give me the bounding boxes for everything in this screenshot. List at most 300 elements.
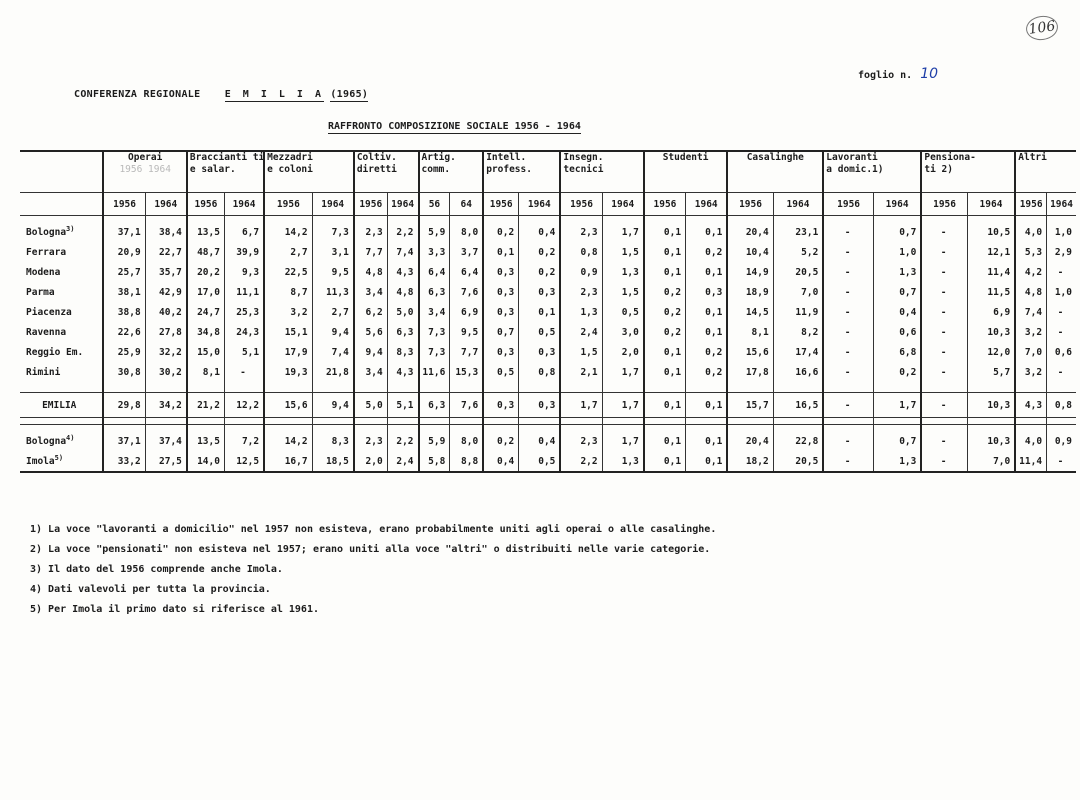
table-cell: - [823, 342, 873, 362]
table-row [20, 282, 1076, 302]
table-cell: 0,1 [644, 222, 686, 242]
faded-years-label: 1956 1964 [119, 164, 171, 175]
row-name: Piacenza [26, 306, 72, 318]
table-cell: 11,5 [967, 282, 1015, 302]
column-group-label [727, 151, 823, 193]
table-row [20, 342, 1076, 362]
table-cell: 30,2 [145, 362, 187, 382]
table-cell: 1,3 [602, 451, 644, 472]
spacer-cell [187, 418, 225, 425]
table-cell: 2,7 [312, 302, 354, 322]
spacer-cell [20, 382, 103, 393]
spacer-cell [1047, 418, 1076, 425]
table-cell: - [823, 282, 873, 302]
spacer-cell [1047, 382, 1076, 393]
spacer-cell [727, 418, 773, 425]
table-cell: 15,6 [264, 393, 312, 418]
table-row [20, 262, 1076, 282]
table-body [20, 216, 1076, 473]
table-cell: - [823, 222, 873, 242]
table-cell: 0,2 [873, 362, 921, 382]
table-cell: 2,3 [560, 222, 602, 242]
table-cell: 1,5 [602, 242, 644, 262]
column-group-label [187, 151, 264, 193]
column-group-label-line: Altri [1018, 152, 1047, 163]
region-label: E M I L I A [224, 89, 324, 100]
table-cell: 2,2 [560, 451, 602, 472]
row-name: EMILIA [42, 399, 77, 411]
column-group-label [560, 151, 643, 193]
table-cell: 4,2 [1015, 262, 1046, 282]
table-row [20, 451, 1076, 472]
table-cell: 18,9 [727, 282, 773, 302]
year-header: 1964 [686, 193, 728, 216]
page-title: RAFFRONTO COMPOSIZIONE SOCIALE 1956 - 1964 [328, 121, 581, 132]
column-group-label-line: profess. [486, 164, 532, 175]
year-header: 56 [419, 193, 450, 216]
column-group-label [1015, 151, 1076, 193]
table-row [20, 393, 1076, 418]
table-cell: 0,6 [873, 322, 921, 342]
table-cell: 12,1 [967, 242, 1015, 262]
column-group-label-line: e coloni [267, 164, 313, 175]
column-group-label-line: Braccianti ti [189, 152, 265, 163]
table-cell: 16,6 [773, 362, 823, 382]
table-cell: 1,7 [873, 393, 921, 418]
table-cell: 21,2 [187, 393, 225, 418]
spacer-cell [1015, 418, 1046, 425]
sheet-label: foglio n. [858, 70, 913, 81]
footnotes [30, 520, 716, 620]
table-cell: 37,1 [103, 431, 145, 451]
table-cell: 0,7 [873, 222, 921, 242]
spacer-cell [644, 382, 686, 393]
table-cell: 9,3 [224, 262, 264, 282]
table-cell: 21,8 [312, 362, 354, 382]
table-cell: 7,3 [312, 222, 354, 242]
table-cell: 38,8 [103, 302, 145, 322]
table-cell: 10,3 [967, 393, 1015, 418]
table-cell: 0,3 [686, 282, 728, 302]
table-cell: 20,4 [727, 222, 773, 242]
table-cell: 3,2 [1015, 362, 1046, 382]
spacer-cell [686, 418, 728, 425]
table-cell: 15,1 [264, 322, 312, 342]
footnote-line: 1) La voce "lavoranti a domicilio" nel 1957 non esisteva, erano probabilmente uniti agli operai o alle casalinghe. [30, 524, 717, 535]
table-cell: 7,4 [387, 242, 418, 262]
table-cell: 0,1 [644, 431, 686, 451]
row-label [20, 302, 103, 322]
year-header: 64 [450, 193, 483, 216]
year-header: 1964 [224, 193, 264, 216]
table-cell: 0,1 [483, 242, 518, 262]
table-cell: 29,8 [103, 393, 145, 418]
table-cell: - [823, 362, 873, 382]
table-cell: 22,6 [103, 322, 145, 342]
table-cell: 4,0 [1015, 431, 1046, 451]
table-cell: 0,1 [686, 262, 728, 282]
column-group-label-line: ti 2) [924, 164, 953, 175]
table-cell: 0,6 [1047, 342, 1076, 362]
table-cell: 0,3 [483, 302, 518, 322]
table-cell: - [1047, 362, 1076, 382]
table-cell: 0,2 [483, 431, 518, 451]
column-group-label-line: a domic.1) [826, 164, 884, 175]
column-group-header [20, 151, 1076, 193]
column-group-label-line: Insegn. [563, 152, 604, 163]
table-cell: 0,1 [644, 362, 686, 382]
table-cell: 0,2 [483, 222, 518, 242]
table-cell: 24,3 [224, 322, 264, 342]
row-name: Ravenna [26, 326, 67, 338]
table-cell: 7,6 [450, 282, 483, 302]
table-cell: 23,1 [773, 222, 823, 242]
table-cell: 0,2 [686, 342, 728, 362]
table-cell: 1,7 [602, 362, 644, 382]
spacer-cell [103, 382, 145, 393]
footnote-line: 5) Per Imola il primo dato si riferisce al 1961. [30, 604, 319, 615]
spacer-cell [967, 382, 1015, 393]
footnote-line: 2) La voce "pensionati" non esisteva nel 1957; erano uniti alla voce "altri" o distribuiti nelle varie categorie. [30, 544, 711, 555]
table-cell: 7,4 [1015, 302, 1046, 322]
table-cell: 3,4 [419, 302, 450, 322]
table-cell: - [921, 282, 967, 302]
table-cell: 11,6 [419, 362, 450, 382]
column-group-label-line: tecnici [563, 164, 604, 175]
table-cell: 11,1 [224, 282, 264, 302]
spacer-cell [921, 382, 967, 393]
row-label [20, 282, 103, 302]
table-cell: 0,2 [519, 262, 561, 282]
table-row [20, 222, 1076, 242]
table-cell: 2,0 [602, 342, 644, 362]
table-cell: - [823, 431, 873, 451]
table-cell: 8,1 [727, 322, 773, 342]
table-cell: 2,7 [264, 242, 312, 262]
table-cell: - [921, 222, 967, 242]
table-cell: 14,9 [727, 262, 773, 282]
table-cell: 9,4 [312, 393, 354, 418]
table-cell: 2,3 [354, 431, 387, 451]
table-cell: 0,3 [483, 282, 518, 302]
table-cell: 4,8 [354, 262, 387, 282]
table-cell: 5,6 [354, 322, 387, 342]
table-cell: - [921, 262, 967, 282]
footnote-ref: 5) [54, 454, 64, 463]
row-label [20, 242, 103, 262]
column-group-label-line: Artig. [421, 152, 456, 163]
spacer-cell [823, 382, 873, 393]
table-cell: 15,0 [187, 342, 225, 362]
table-cell: 2,2 [387, 431, 418, 451]
table-cell: 20,5 [773, 451, 823, 472]
social-composition-table [20, 150, 1076, 473]
spacer-cell [921, 418, 967, 425]
table-cell: - [823, 242, 873, 262]
table-cell: 0,1 [644, 451, 686, 472]
table-cell: 0,3 [519, 393, 561, 418]
table-cell: - [1047, 322, 1076, 342]
table-cell: 0,1 [686, 322, 728, 342]
handwritten-page-number: 106 [1024, 14, 1059, 42]
table-cell: 0,1 [686, 451, 728, 472]
table-cell: 11,3 [312, 282, 354, 302]
table-cell: 5,2 [773, 242, 823, 262]
year-header: 1956 [727, 193, 773, 216]
row-label [20, 451, 103, 472]
year-header: 1956 [103, 193, 145, 216]
footnote-ref: 4) [66, 434, 75, 443]
spacer-cell [519, 418, 561, 425]
spacer-cell [264, 382, 312, 393]
table-cell: 10,4 [727, 242, 773, 262]
table-cell: 37,4 [145, 431, 187, 451]
table-cell: 1,7 [602, 431, 644, 451]
column-group-label-line: Casalinghe [746, 152, 804, 163]
table-cell: 0,7 [483, 322, 518, 342]
spacer-cell [602, 418, 644, 425]
table-cell: 20,2 [187, 262, 225, 282]
table-cell: 25,7 [103, 262, 145, 282]
table-cell: 25,9 [103, 342, 145, 362]
year-header: 1956 [354, 193, 387, 216]
spacer-cell [354, 382, 387, 393]
table-cell: 20,9 [103, 242, 145, 262]
year-label: (1965) [330, 89, 369, 100]
table-cell: 16,5 [773, 393, 823, 418]
row-name: Parma [26, 286, 55, 298]
table-cell: 15,3 [450, 362, 483, 382]
table-cell: 34,8 [187, 322, 225, 342]
table-cell: - [823, 302, 873, 322]
table-cell: 0,3 [483, 342, 518, 362]
table-cell: 0,1 [686, 431, 728, 451]
table-cell: 6,2 [354, 302, 387, 322]
row-name: Rimini [26, 366, 61, 378]
table-cell: 19,3 [264, 362, 312, 382]
spacer-cell [773, 418, 823, 425]
table-cell: 48,7 [187, 242, 225, 262]
table-cell: 5,1 [224, 342, 264, 362]
table-cell: 20,5 [773, 262, 823, 282]
table-cell: 0,2 [519, 242, 561, 262]
spacer-cell [483, 382, 518, 393]
table-cell: 7,2 [224, 431, 264, 451]
row-name: Reggio Em. [26, 346, 84, 358]
row-label [20, 262, 103, 282]
table-cell: 0,1 [644, 242, 686, 262]
table-cell: 8,0 [450, 431, 483, 451]
table-cell: 7,3 [419, 322, 450, 342]
spacer-row [20, 382, 1076, 393]
table-cell: 0,2 [644, 302, 686, 322]
table-cell: - [224, 362, 264, 382]
table-cell: - [921, 431, 967, 451]
table-cell: 7,0 [773, 282, 823, 302]
row-name: Bologna [26, 227, 67, 239]
table-cell: 8,0 [450, 222, 483, 242]
table-cell: 3,2 [264, 302, 312, 322]
spacer-cell [873, 418, 921, 425]
table-cell: 1,5 [560, 342, 602, 362]
table-cell: 6,3 [419, 282, 450, 302]
column-group-label-line: comm. [421, 164, 451, 175]
spacer-cell [387, 418, 418, 425]
year-header: 1964 [602, 193, 644, 216]
year-header: 1964 [1047, 193, 1076, 216]
table-cell: 9,4 [312, 322, 354, 342]
table-cell: 0,4 [519, 431, 561, 451]
spacer-cell [727, 382, 773, 393]
table-cell: 7,0 [1015, 342, 1046, 362]
table-cell: 1,0 [1047, 282, 1076, 302]
table-cell: 0,7 [873, 282, 921, 302]
table-cell: 33,2 [103, 451, 145, 472]
table-cell: 38,1 [103, 282, 145, 302]
table-cell: 11,4 [1015, 451, 1046, 472]
spacer-cell [312, 418, 354, 425]
table-cell: 1,7 [602, 222, 644, 242]
table-cell: 22,8 [773, 431, 823, 451]
spacer-cell [103, 418, 145, 425]
table-cell: 0,8 [1047, 393, 1076, 418]
table-row [20, 242, 1076, 262]
year-header: 1956 [187, 193, 225, 216]
table-cell: 4,3 [387, 362, 418, 382]
spacer-cell [224, 382, 264, 393]
table-cell: 27,5 [145, 451, 187, 472]
table-cell: 14,0 [187, 451, 225, 472]
table-cell: 13,5 [187, 431, 225, 451]
spacer-cell [354, 418, 387, 425]
table-cell: 7,0 [967, 451, 1015, 472]
table-cell: 0,4 [873, 302, 921, 322]
table-cell: 10,5 [967, 222, 1015, 242]
table-cell: 12,2 [224, 393, 264, 418]
table-cell: 1,7 [602, 393, 644, 418]
column-group-label [483, 151, 560, 193]
table-cell: - [823, 393, 873, 418]
spacer-cell [686, 382, 728, 393]
spacer-cell [419, 418, 450, 425]
table-cell: 8,1 [187, 362, 225, 382]
table-cell: 8,2 [773, 322, 823, 342]
table-cell: 5,3 [1015, 242, 1046, 262]
table-cell: 0,5 [602, 302, 644, 322]
table-cell: - [921, 302, 967, 322]
table-cell: 35,7 [145, 262, 187, 282]
column-group-label-line: diretti [356, 164, 397, 175]
spacer-cell [187, 382, 225, 393]
year-header: 1964 [967, 193, 1015, 216]
table-cell: 24,7 [187, 302, 225, 322]
column-group-label [419, 151, 484, 193]
table-cell: 15,6 [727, 342, 773, 362]
spacer-cell [823, 418, 873, 425]
table-cell: 2,2 [387, 222, 418, 242]
spacer-cell [967, 418, 1015, 425]
table-cell: 3,0 [602, 322, 644, 342]
table-cell: 5,1 [387, 393, 418, 418]
table-cell: 9,4 [354, 342, 387, 362]
year-header: 1956 [823, 193, 873, 216]
table-cell: - [823, 322, 873, 342]
table-cell: 6,3 [387, 322, 418, 342]
column-group-label [644, 151, 727, 193]
document-header [74, 89, 368, 100]
table-cell: 8,3 [387, 342, 418, 362]
table-cell: 5,7 [967, 362, 1015, 382]
table-cell: 3,2 [1015, 322, 1046, 342]
table-row [20, 431, 1076, 451]
table-cell: 5,8 [419, 451, 450, 472]
table-cell: 11,4 [967, 262, 1015, 282]
table-cell: 1,3 [873, 451, 921, 472]
year-header: 1964 [145, 193, 187, 216]
table-cell: 34,2 [145, 393, 187, 418]
table-cell: 0,1 [686, 222, 728, 242]
row-label [20, 431, 103, 451]
table-cell: - [1047, 451, 1076, 472]
spacer-cell [560, 382, 602, 393]
table-cell: 38,4 [145, 222, 187, 242]
table-cell: 7,3 [419, 342, 450, 362]
table-cell: 9,5 [312, 262, 354, 282]
spacer-cell [145, 418, 187, 425]
row-label [20, 222, 103, 242]
row-label [20, 342, 103, 362]
table-cell: 2,3 [354, 222, 387, 242]
table-cell: - [823, 451, 873, 472]
table-cell: 0,5 [519, 322, 561, 342]
table-cell: 10,3 [967, 431, 1015, 451]
table-cell: 0,2 [686, 242, 728, 262]
table-cell: 0,3 [519, 342, 561, 362]
table-cell: 3,3 [419, 242, 450, 262]
table-cell: 2,3 [560, 282, 602, 302]
table-cell: - [921, 322, 967, 342]
table-cell: 0,9 [560, 262, 602, 282]
table-cell: 25,3 [224, 302, 264, 322]
table-cell: 1,0 [873, 242, 921, 262]
table-cell: 17,4 [773, 342, 823, 362]
table-row [20, 322, 1076, 342]
table-cell: 0,7 [873, 431, 921, 451]
table-cell: 18,5 [312, 451, 354, 472]
table-cell: 2,1 [560, 362, 602, 382]
spacer-cell [602, 382, 644, 393]
spacer-cell [1015, 382, 1046, 393]
spacer-cell [483, 418, 518, 425]
table-cell: 2,3 [560, 431, 602, 451]
spacer-row [20, 418, 1076, 425]
sheet-number-value: 10 [920, 66, 939, 82]
spacer-cell [450, 418, 483, 425]
table-row [20, 362, 1076, 382]
table-cell: - [921, 242, 967, 262]
table-cell: 0,3 [483, 393, 518, 418]
table-cell: 17,0 [187, 282, 225, 302]
table-cell: 0,4 [483, 451, 518, 472]
spacer-cell [419, 382, 450, 393]
row-name: Ferrara [26, 246, 67, 258]
table-cell: 1,3 [873, 262, 921, 282]
year-header: 1956 [560, 193, 602, 216]
year-header: 1964 [519, 193, 561, 216]
spacer-cell [145, 382, 187, 393]
year-header: 1964 [873, 193, 921, 216]
table-cell: 32,2 [145, 342, 187, 362]
